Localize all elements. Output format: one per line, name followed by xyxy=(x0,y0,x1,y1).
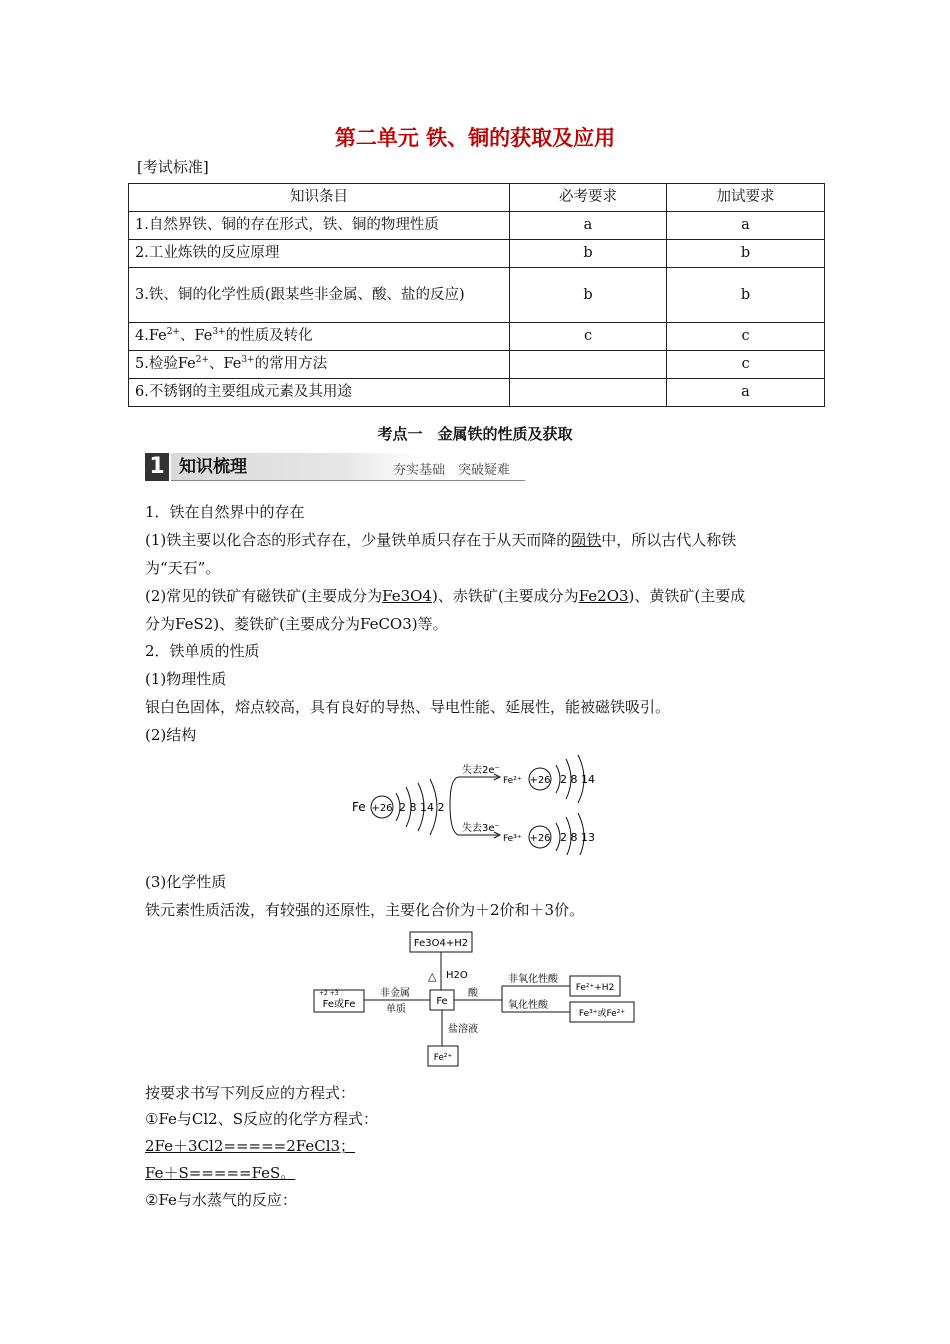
atomic-structure-diagram xyxy=(340,755,620,855)
section-heading: 考点一 金属铁的性质及获取 xyxy=(377,425,573,443)
brace xyxy=(450,777,458,835)
lose-3e-label: 失去3e⁻ xyxy=(462,823,500,834)
nucleus-fe2-charge: +26 xyxy=(529,775,551,786)
extra-cell: b xyxy=(667,268,825,323)
fe3-ion: Fe³⁺ xyxy=(503,834,522,844)
paragraph: 铁元素性质活泼，有较强的还原性，主要化合价为＋2价和＋3价。 xyxy=(145,901,585,919)
salt-label: 盐溶液 xyxy=(448,1024,478,1035)
item-text: 的性质及转化 xyxy=(225,328,313,344)
item-text: 5.检验Fe xyxy=(135,356,196,372)
question: ②Fe与水蒸气的反应： xyxy=(145,1191,297,1209)
header-cell: 必考要求 xyxy=(510,184,667,212)
text: (2)常见的铁矿有磁铁矿(主要成分为 xyxy=(145,587,383,605)
header-cell: 知识条目 xyxy=(129,184,510,212)
item-cell: 6.不锈钢的主要组成元素及其用途 xyxy=(129,379,510,407)
charge: 3+ xyxy=(241,355,255,366)
fe3-shell-counts: 2 8 13 xyxy=(560,831,595,844)
required-cell: b xyxy=(510,268,667,323)
nonmetal-label-2: 单质 xyxy=(386,1004,406,1015)
table-row xyxy=(129,351,825,379)
required-cell xyxy=(510,351,667,379)
left-valence: +2 +3 xyxy=(319,990,339,997)
text: (1)铁主要以化合态的形式存在，少量铁单质只存在于从天而降的 xyxy=(145,531,572,549)
ox-label: 氧化性酸 xyxy=(508,1000,548,1011)
table-row xyxy=(129,323,825,351)
standard-label: [考试标准] xyxy=(137,158,209,176)
subheading: (3)化学性质 xyxy=(145,873,227,891)
lose-2e-label: 失去2e⁻ xyxy=(462,765,500,776)
banner-subtitle: 夯实基础 突破疑难 xyxy=(393,463,511,478)
heading-1: 1．铁在自然界中的存在 xyxy=(145,503,305,521)
required-cell: c xyxy=(510,323,667,351)
banner-label: 知识梳理 xyxy=(171,453,419,481)
acid-label: 酸 xyxy=(468,988,478,999)
item-cell xyxy=(129,323,510,351)
nonmetal-label: 非金属 xyxy=(380,988,410,999)
subheading: (1)物理性质 xyxy=(145,670,227,688)
required-cell: b xyxy=(510,240,667,268)
table-header-row xyxy=(129,184,825,212)
table-row xyxy=(129,212,825,240)
paragraph: 按要求书写下列反应的方程式： xyxy=(145,1084,356,1102)
blank-answer: 陨铁 xyxy=(571,531,602,549)
banner-divider xyxy=(171,480,525,481)
item-cell: 3.铁、铜的化学性质(跟某些非金属、酸、盐的反应) xyxy=(129,268,510,323)
subheading: (2)结构 xyxy=(145,726,197,744)
paragraph: 银白色固体，熔点较高，具有良好的导热、导电性能、延展性，能被磁铁吸引。 xyxy=(145,698,671,716)
item-text: 、Fe xyxy=(179,328,213,344)
top-product: Fe3O4+H2 xyxy=(413,938,469,949)
item-text: 、Fe xyxy=(208,356,242,372)
r1-product: Fe²⁺+H2 xyxy=(575,983,615,993)
paragraph: 为“天石”。 xyxy=(145,559,221,577)
required-cell xyxy=(510,379,667,407)
paragraph: 分为FeS2)、菱铁矿(主要成分为FeCO3)等。 xyxy=(145,615,448,633)
text: 中，所以古代人称铁 xyxy=(601,531,737,549)
extra-cell: a xyxy=(667,212,825,240)
nucleus-charge: +26 xyxy=(371,803,393,814)
item-cell xyxy=(129,351,510,379)
item-cell: 1.自然界铁、铜的存在形式，铁、铜的物理性质 xyxy=(129,212,510,240)
equation: 2Fe＋3Cl2=====2FeCl3； xyxy=(145,1137,356,1155)
text: )、黄铁矿(主要成 xyxy=(628,587,746,605)
required-cell: a xyxy=(510,212,667,240)
charge: 2+ xyxy=(166,327,180,338)
item-cell: 2.工业炼铁的反应原理 xyxy=(129,240,510,268)
equation: Fe＋S=====FeS。 xyxy=(145,1164,296,1182)
nucleus-fe3-charge: +26 xyxy=(529,833,551,844)
reaction-diagram xyxy=(312,928,642,1073)
table-row xyxy=(129,379,825,407)
fe2-ion: Fe²⁺ xyxy=(503,776,522,786)
header-cell: 加试要求 xyxy=(667,184,825,212)
paragraph xyxy=(145,530,815,550)
knowledge-banner xyxy=(145,453,525,481)
item-text: 4.Fe xyxy=(135,328,167,344)
heat-symbol: △ xyxy=(428,970,437,983)
center-fe: Fe xyxy=(436,996,448,1007)
text: )、赤铁矿(主要成分为 xyxy=(431,587,579,605)
extra-cell: a xyxy=(667,379,825,407)
left-product: Fe或Fe xyxy=(322,999,356,1010)
water-label: H2O xyxy=(446,970,468,981)
r2-product: Fe³⁺或Fe²⁺ xyxy=(578,1009,626,1019)
table-row xyxy=(129,240,825,268)
extra-cell: c xyxy=(667,323,825,351)
extra-cell: c xyxy=(667,351,825,379)
charge: 3+ xyxy=(212,327,226,338)
heading-2: 2．铁单质的性质 xyxy=(145,642,260,660)
charge: 2+ xyxy=(195,355,209,366)
nonox-label: 非氧化性酸 xyxy=(508,974,558,985)
fe2-shell-counts: 2 8 14 xyxy=(560,773,595,786)
standard-table xyxy=(128,183,825,407)
fe-symbol: Fe xyxy=(352,800,366,814)
item-text: 的常用方法 xyxy=(254,356,328,372)
paragraph xyxy=(145,586,815,606)
bottom-product: Fe²⁺ xyxy=(433,1053,453,1063)
extra-cell: b xyxy=(667,240,825,268)
shell-counts: 2 8 14 2 xyxy=(399,801,445,814)
question: ①Fe与Cl2、S反应的化学方程式： xyxy=(145,1110,379,1128)
blank-answer: Fe2O3 xyxy=(578,587,629,605)
table-row xyxy=(129,268,825,323)
banner-number: 1 xyxy=(145,453,169,481)
page-title: 第二单元 铁、铜的获取及应用 xyxy=(334,126,616,150)
blank-answer: Fe3O4 xyxy=(382,587,432,605)
